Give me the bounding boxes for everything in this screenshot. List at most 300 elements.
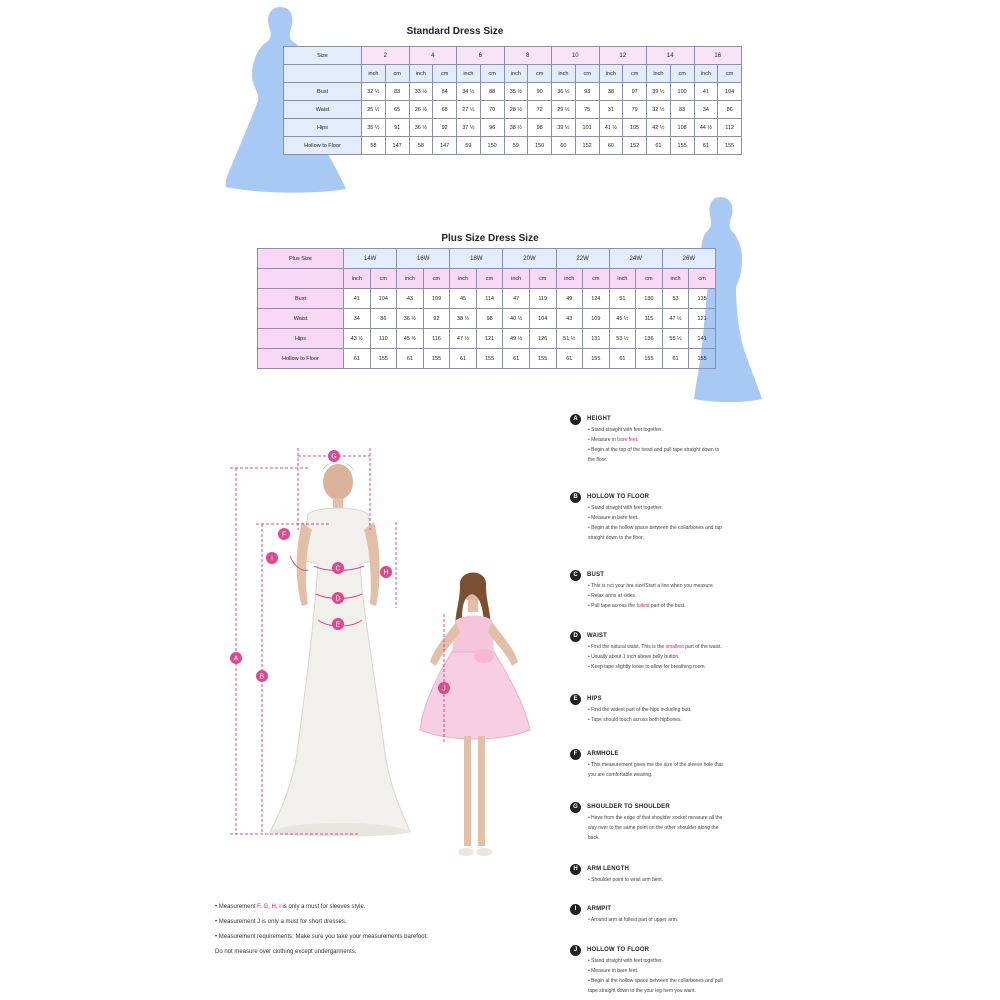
instruction-block <box>570 491 790 543</box>
row-label: Hollow to Floor <box>284 137 362 155</box>
marker-letter: D <box>335 595 341 603</box>
instruction-text: • This is <box>588 583 607 589</box>
instruction-title: ARMPIT <box>587 906 612 912</box>
note-line <box>215 901 366 913</box>
instruction-line <box>570 581 790 591</box>
value-cell: 86 <box>370 309 397 329</box>
value-cell: 35 ½ <box>504 83 528 101</box>
value-cell: 33 ½ <box>409 83 433 101</box>
highlighted-text: smallest <box>665 644 684 650</box>
instruction-block <box>570 944 790 996</box>
empty-cell <box>284 65 362 83</box>
instruction-text: • Begin at the hollow space between the collarbones and pull <box>588 978 723 984</box>
instruction-text: • Have from the edge of that shoulder socket measure all the <box>588 815 723 821</box>
instruction-line <box>570 591 790 601</box>
instruction-text: • Stand straight with feet together. <box>588 958 663 964</box>
marker-letter: E <box>335 621 341 629</box>
size-cell: 2 <box>362 47 410 65</box>
unit-cell: cm <box>476 269 503 289</box>
plus-size-title: Plus Size Dress Size <box>441 233 539 244</box>
value-cell: 155 <box>583 349 610 369</box>
size-cell: 10 <box>552 47 600 65</box>
value-cell: 38 ½ <box>504 119 528 137</box>
instruction-line <box>570 445 790 455</box>
size-cell: 8 <box>504 47 552 65</box>
unit-cell: inch <box>599 65 623 83</box>
value-cell: 121 <box>689 309 716 329</box>
value-cell: 68 <box>433 101 457 119</box>
measurement-row <box>284 137 742 155</box>
instruction-block <box>570 413 790 465</box>
marker-letter: G <box>331 453 337 461</box>
value-cell: 109 <box>583 309 610 329</box>
instruction-text: your bra size!Start a line when you measure. <box>613 583 715 589</box>
unit-cell: cm <box>385 65 409 83</box>
value-cell: 38 <box>599 83 623 101</box>
value-cell: 65 <box>385 101 409 119</box>
instruction-heading <box>570 944 790 956</box>
value-cell: 155 <box>423 349 450 369</box>
value-cell: 37 ½ <box>457 119 481 137</box>
value-cell: 97 <box>623 83 647 101</box>
value-cell: 27 ½ <box>457 101 481 119</box>
unit-cell: inch <box>362 65 386 83</box>
instruction-title: WAIST <box>587 633 607 639</box>
value-cell: 88 <box>480 83 504 101</box>
unit-cell: cm <box>623 65 647 83</box>
instruction-line <box>570 760 790 770</box>
unit-row <box>284 65 742 83</box>
value-cell: 105 <box>623 119 647 137</box>
value-cell: 34 <box>694 101 718 119</box>
value-cell: 155 <box>718 137 742 155</box>
measurement-row <box>258 309 716 329</box>
unit-cell: inch <box>503 269 530 289</box>
instruction-heading <box>570 863 790 875</box>
value-cell: 43 ½ <box>344 329 371 349</box>
value-cell: 34 ½ <box>457 83 481 101</box>
size-label-cell: Plus Size <box>258 249 344 269</box>
instruction-badge: G <box>570 802 581 813</box>
instruction-line <box>570 455 790 465</box>
instruction-heading <box>570 903 790 915</box>
row-label: Hips <box>258 329 344 349</box>
value-cell: 61 <box>662 349 689 369</box>
value-cell: 108 <box>670 119 694 137</box>
value-cell: 51 <box>609 289 636 309</box>
value-cell: 93 <box>575 83 599 101</box>
size-label-cell: Size <box>284 47 362 65</box>
marker-letter: F <box>281 531 287 539</box>
note-text: • Measurement <box>215 904 258 910</box>
value-cell: 31 <box>599 101 623 119</box>
unit-cell: cm <box>480 65 504 83</box>
empty-cell <box>258 269 344 289</box>
unit-cell: cm <box>689 269 716 289</box>
value-cell: 70 <box>480 101 504 119</box>
instruction-title: BUST <box>587 572 605 578</box>
value-cell: 53 <box>662 289 689 309</box>
instruction-badge: H <box>570 864 581 875</box>
value-cell: 155 <box>529 349 556 369</box>
instruction-text: • Pull tape across the <box>588 603 637 609</box>
size-cell: 16W <box>397 249 450 269</box>
value-cell: 98 <box>476 309 503 329</box>
value-cell: 36 ½ <box>397 309 424 329</box>
value-cell: 101 <box>575 119 599 137</box>
girl-figure <box>420 573 530 857</box>
measurement-row <box>258 349 716 369</box>
standard-size-title: Standard Dress Size <box>406 26 504 37</box>
instruction-line <box>570 915 790 925</box>
unit-cell: inch <box>450 269 477 289</box>
instruction-text: • Usually about 1 inch above belly button. <box>588 654 680 660</box>
unit-cell: cm <box>433 65 457 83</box>
value-cell: 130 <box>636 289 663 309</box>
value-cell: 32 ½ <box>362 83 386 101</box>
instruction-block <box>570 748 790 780</box>
value-cell: 114 <box>476 289 503 309</box>
value-cell: 124 <box>583 289 610 309</box>
value-cell: 35 ½ <box>362 119 386 137</box>
unit-cell: cm <box>670 65 694 83</box>
instruction-line <box>570 425 790 435</box>
instruction-title: HOLLOW TO FLOOR <box>587 494 650 500</box>
instruction-heading <box>570 748 790 760</box>
instruction-line <box>570 705 790 715</box>
value-cell: 91 <box>385 119 409 137</box>
value-cell: 98 <box>528 119 552 137</box>
instruction-text: • Measure in bare feet. <box>588 515 639 521</box>
value-cell: 112 <box>718 119 742 137</box>
instruction-text: . <box>637 437 639 443</box>
value-cell: 92 <box>423 309 450 329</box>
instruction-text: straight down to the floor. <box>588 535 644 541</box>
unit-cell: inch <box>647 65 671 83</box>
value-cell: 32 ½ <box>647 101 671 119</box>
measurement-figures <box>210 440 560 880</box>
instruction-badge: A <box>570 414 581 425</box>
instruction-line <box>570 813 790 823</box>
note-text: • Measurement J is only a must for short dresses. <box>215 919 347 925</box>
value-cell: 136 <box>636 329 663 349</box>
value-cell: 45 ½ <box>397 329 424 349</box>
value-cell: 155 <box>476 349 503 369</box>
value-cell: 61 <box>694 137 718 155</box>
value-cell: 109 <box>423 289 450 309</box>
instruction-block <box>570 801 790 843</box>
row-label: Waist <box>284 101 362 119</box>
value-cell: 72 <box>528 101 552 119</box>
value-cell: 104 <box>370 289 397 309</box>
measurement-row <box>258 329 716 349</box>
size-cell: 24W <box>609 249 662 269</box>
value-cell: 61 <box>344 349 371 369</box>
marker-letter: C <box>335 565 341 573</box>
instruction-text: • Tape should touch across both hipbones. <box>588 717 682 723</box>
value-cell: 100 <box>670 83 694 101</box>
value-cell: 155 <box>670 137 694 155</box>
measurement-row <box>258 289 716 309</box>
value-cell: 53 ½ <box>609 329 636 349</box>
value-cell: 59 <box>504 137 528 155</box>
instruction-line <box>570 513 790 523</box>
highlighted-text: F, G, H, I <box>257 904 281 910</box>
value-cell: 135 <box>689 289 716 309</box>
row-label: Bust <box>258 289 344 309</box>
size-header-row <box>258 249 716 269</box>
instruction-text: • Stand straight with feet together. <box>588 505 663 511</box>
instruction-text: • Relax arms at sides. <box>588 593 637 599</box>
value-cell: 39 ½ <box>552 119 576 137</box>
value-cell: 84 <box>433 83 457 101</box>
size-cell: 16 <box>694 47 742 65</box>
value-cell: 34 <box>344 309 371 329</box>
instruction-line <box>570 823 790 833</box>
value-cell: 60 <box>599 137 623 155</box>
value-cell: 152 <box>575 137 599 155</box>
measurement-row <box>284 119 742 137</box>
instruction-line <box>570 976 790 986</box>
value-cell: 61 <box>556 349 583 369</box>
value-cell: 55 ½ <box>662 329 689 349</box>
instruction-text: tape straight down to the your leg hem you want. <box>588 988 696 994</box>
instruction-badge: B <box>570 492 581 503</box>
unit-cell: inch <box>409 65 433 83</box>
instruction-block <box>570 569 790 611</box>
unit-cell: inch <box>556 269 583 289</box>
instruction-heading <box>570 491 790 503</box>
instruction-title: SHOULDER TO SHOULDER <box>587 804 670 810</box>
size-cell: 26W <box>662 249 715 269</box>
unit-cell: inch <box>609 269 636 289</box>
measurement-row <box>284 101 742 119</box>
instruction-text: • This measurement gives me the size of the sleeve hole that <box>588 762 723 768</box>
unit-cell: cm <box>423 269 450 289</box>
value-cell: 115 <box>636 309 663 329</box>
value-cell: 47 <box>503 289 530 309</box>
value-cell: 96 <box>480 119 504 137</box>
instruction-title: HIPS <box>587 696 602 702</box>
instruction-text: • Around arm at fullest part of upper arm. <box>588 917 679 923</box>
value-cell: 29 ½ <box>552 101 576 119</box>
value-cell: 41 <box>694 83 718 101</box>
value-cell: 45 <box>450 289 477 309</box>
measurement-row <box>284 83 742 101</box>
instruction-line <box>570 875 790 885</box>
size-header-row <box>284 47 742 65</box>
standard-size-table <box>283 46 742 155</box>
instruction-heading <box>570 801 790 813</box>
value-cell: 83 <box>385 83 409 101</box>
value-cell: 47 ½ <box>450 329 477 349</box>
value-cell: 116 <box>423 329 450 349</box>
instruction-text: • Begin at the top of the head and pull tape straight down to <box>588 447 720 453</box>
note-line <box>215 946 356 958</box>
instruction-badge: I <box>570 904 581 915</box>
value-cell: 104 <box>529 309 556 329</box>
value-cell: 41 ½ <box>599 119 623 137</box>
value-cell: 92 <box>433 119 457 137</box>
value-cell: 83 <box>670 101 694 119</box>
note-text: • Measurement requirements: Make sure you take your measurements barefoot. <box>215 934 428 940</box>
value-cell: 40 ½ <box>503 309 530 329</box>
value-cell: 36 ½ <box>409 119 433 137</box>
note-text: is only a must for sleeves style. <box>280 904 366 910</box>
value-cell: 26 ½ <box>409 101 433 119</box>
unit-cell: inch <box>504 65 528 83</box>
instruction-line <box>570 642 790 652</box>
unit-cell: cm <box>370 269 397 289</box>
instruction-block <box>570 863 790 885</box>
value-cell: 38 ½ <box>450 309 477 329</box>
value-cell: 60 <box>552 137 576 155</box>
unit-cell: cm <box>636 269 663 289</box>
value-cell: 126 <box>529 329 556 349</box>
size-cell: 18W <box>450 249 503 269</box>
value-cell: 49 ½ <box>503 329 530 349</box>
value-cell: 51 ½ <box>556 329 583 349</box>
instruction-heading <box>570 693 790 705</box>
instruction-block <box>570 903 790 925</box>
instruction-text: • Shoulder point to wrist arm bent. <box>588 877 664 883</box>
unit-cell: inch <box>457 65 481 83</box>
value-cell: 121 <box>476 329 503 349</box>
value-cell: 155 <box>636 349 663 369</box>
note-line <box>215 916 346 928</box>
marker-letter: I <box>271 555 273 563</box>
note-text: Do not measure over clothing except undergarments. <box>215 949 357 955</box>
value-cell: 155 <box>370 349 397 369</box>
instruction-text: • Begin at the hollow space between the collarbones and tap <box>588 525 722 531</box>
instruction-badge: E <box>570 694 581 705</box>
instruction-badge: F <box>570 749 581 760</box>
unit-cell: cm <box>583 269 610 289</box>
value-cell: 39 ½ <box>647 83 671 101</box>
value-cell: 86 <box>718 101 742 119</box>
size-cell: 14W <box>344 249 397 269</box>
instruction-line <box>570 523 790 533</box>
size-cell: 14 <box>647 47 695 65</box>
size-cell: 20W <box>503 249 556 269</box>
instruction-text: • Measure in bare feet. <box>588 968 639 974</box>
marker-letter: A <box>233 655 239 663</box>
unit-cell: inch <box>552 65 576 83</box>
unit-row <box>258 269 716 289</box>
unit-cell: cm <box>528 65 552 83</box>
value-cell: 36 ½ <box>552 83 576 101</box>
instruction-text: part of the waist. <box>683 644 722 650</box>
instruction-title: ARMHOLE <box>587 751 619 757</box>
instruction-line <box>570 601 790 611</box>
value-cell: 42 ½ <box>647 119 671 137</box>
highlighted-text: bare feet <box>617 437 638 443</box>
instruction-text: you are comfortable wearing. <box>588 772 653 778</box>
plus-size-table <box>257 248 716 369</box>
bride-figure <box>270 462 410 837</box>
value-cell: 59 <box>457 137 481 155</box>
instruction-line <box>570 503 790 513</box>
value-cell: 110 <box>370 329 397 349</box>
size-cell: 6 <box>457 47 505 65</box>
value-cell: 61 <box>647 137 671 155</box>
instruction-line <box>570 715 790 725</box>
row-label: Hollow to Floor <box>258 349 344 369</box>
instruction-block <box>570 693 790 725</box>
value-cell: 45 ½ <box>609 309 636 329</box>
unit-cell: inch <box>344 269 371 289</box>
marker-letter: H <box>383 569 389 577</box>
instruction-line <box>570 956 790 966</box>
instruction-line <box>570 966 790 976</box>
instruction-heading <box>570 569 790 581</box>
instruction-text: • Find the widest part of the hips including butt. <box>588 707 692 713</box>
unit-cell: cm <box>575 65 599 83</box>
instruction-text: part of the bust. <box>649 603 686 609</box>
instruction-title: HOLLOW TO FLOOR <box>587 947 650 953</box>
value-cell: 25 ½ <box>362 101 386 119</box>
instruction-line <box>570 533 790 543</box>
value-cell: 44 ½ <box>694 119 718 137</box>
instruction-heading <box>570 630 790 642</box>
instruction-line <box>570 435 790 445</box>
value-cell: 75 <box>575 101 599 119</box>
instruction-heading <box>570 413 790 425</box>
value-cell: 58 <box>362 137 386 155</box>
instruction-badge: C <box>570 570 581 581</box>
instruction-block <box>570 630 790 672</box>
instruction-text: back. <box>588 835 600 841</box>
instruction-line <box>570 662 790 672</box>
instruction-text: way over to the same point on the other shoulder along the <box>588 825 719 831</box>
instruction-title: ARM LENGTH <box>587 866 629 872</box>
value-cell: 131 <box>583 329 610 349</box>
value-cell: 61 <box>450 349 477 369</box>
value-cell: 150 <box>528 137 552 155</box>
highlighted-text: not <box>606 583 614 589</box>
value-cell: 90 <box>528 83 552 101</box>
value-cell: 49 <box>556 289 583 309</box>
note-line <box>215 931 428 943</box>
value-cell: 58 <box>409 137 433 155</box>
unit-cell: inch <box>662 269 689 289</box>
value-cell: 43 <box>556 309 583 329</box>
value-cell: 155 <box>689 349 716 369</box>
marker-letter: J <box>442 685 446 693</box>
instruction-line <box>570 833 790 843</box>
instruction-text: • Stand straight with feet together. <box>588 427 663 433</box>
row-label: Waist <box>258 309 344 329</box>
row-label: Hips <box>284 119 362 137</box>
instruction-text: • Measure in <box>588 437 618 443</box>
value-cell: 150 <box>480 137 504 155</box>
value-cell: 147 <box>385 137 409 155</box>
size-cell: 12 <box>599 47 647 65</box>
value-cell: 119 <box>529 289 556 309</box>
value-cell: 61 <box>397 349 424 369</box>
instruction-text: • Find the natural waist. This is the <box>588 644 666 650</box>
marker-letter: B <box>259 673 265 681</box>
value-cell: 61 <box>609 349 636 369</box>
value-cell: 147 <box>433 137 457 155</box>
value-cell: 41 <box>344 289 371 309</box>
unit-cell: inch <box>397 269 424 289</box>
size-cell: 22W <box>556 249 609 269</box>
instruction-title: HEIGHT <box>587 416 611 422</box>
value-cell: 61 <box>503 349 530 369</box>
value-cell: 43 <box>397 289 424 309</box>
unit-cell: inch <box>694 65 718 83</box>
